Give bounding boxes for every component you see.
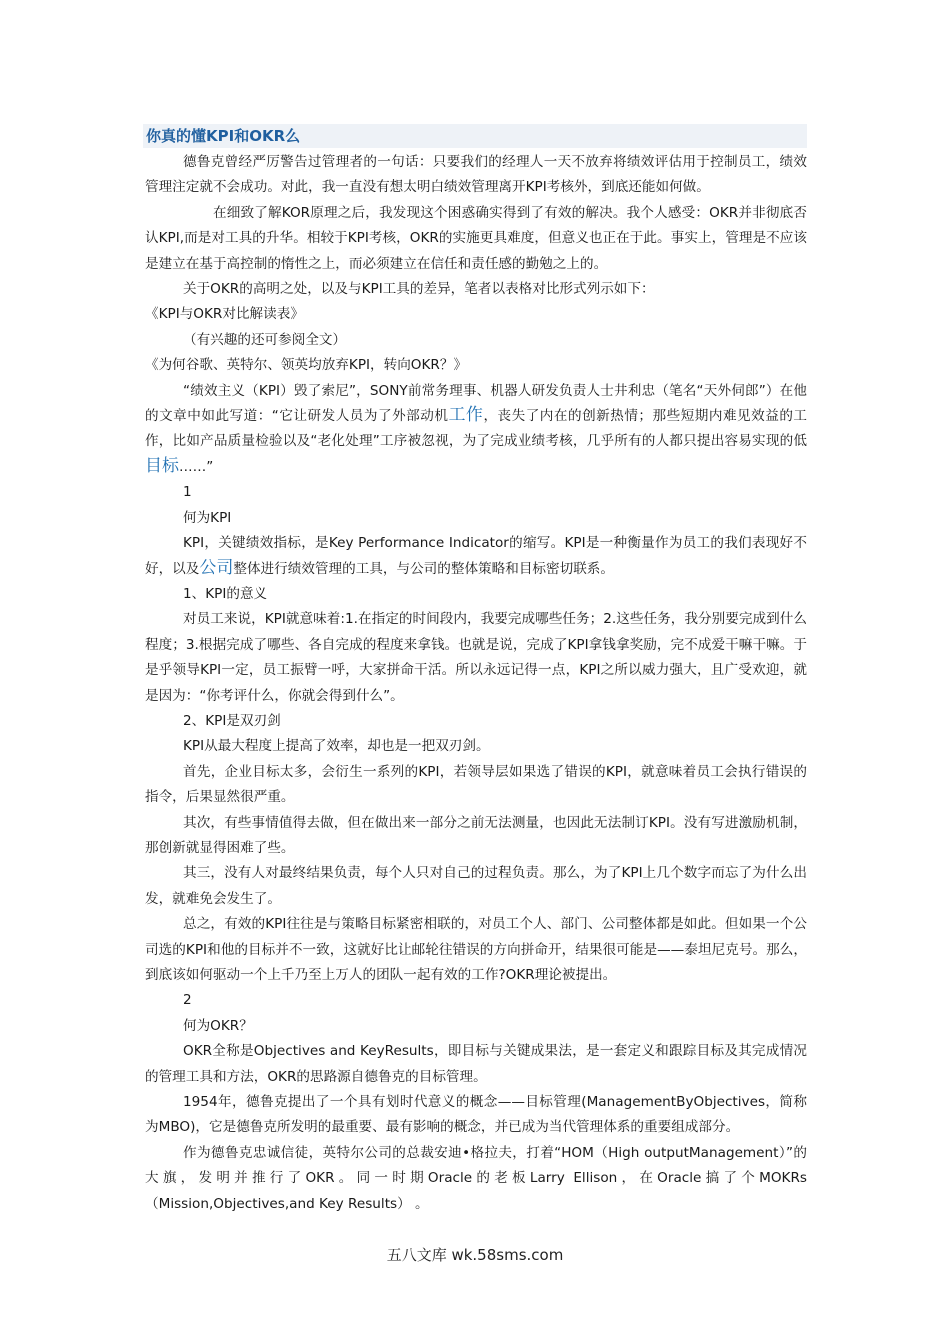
paragraph: 首先，企业目标太多，会衍生一系列的KPI，若领导层如果选了错误的KPI，就意味着员工会执行错误的指令，后果显然很严重。 [145,763,807,806]
paragraph: 总之，有效的KPI往往是与策略目标紧密相联的，对员工个人、部门、公司整体都是如此。但如果一个公司选的KPI和他的目标并不一致，这就好比让邮轮往错误的方向拼命开，结果很可能是——泰坦尼克号。那么，到底该如何驱动一个上千乃至上万人的团队一起有效的工作?OKR理论被提出。 [145,916,807,983]
paragraph: 对员工来说，KPI就意味着:1.在指定的时间段内，我要完成哪些任务；2.这些任务，我分别要完成到什么程度；3.根据完成了哪些、各自完成的程度来拿钱。也就是说，完成了KPI拿钱拿奖励，完不成爱干嘛干嘛。于是乎领导KPI一定，员工振臂一呼，大家拼命干活。所以永远记得一点，KPI之所以威力强大，且广受欢迎，就是因为：“你考评什么，你就会得到什么”。 [145,611,807,704]
paragraph: 关于OKR的高明之处，以及与KPI工具的差异，笔者以表格对比形式列示如下： [183,281,655,298]
paragraph: 其三，没有人对最终结果负责，每个人只对自己的过程负责。那么，为了KPI上几个数字而忘了为什么出发，就难免会发生了。 [145,865,807,907]
text-run: ……” [179,458,214,475]
paragraph: 其次，有些事情值得去做，但在做出来一部分之前无法测量，也因此无法制订KPI。没有写进激励机制，那创新就显得困难了些。 [145,814,807,856]
paragraph: 作为德鲁克忠诚信徒，英特尔公司的总裁安迪•格拉夫，打着“HOM（High outputManagement）”的大旗，发明并推行了OKR。同一时期Oracle的老板Larry Ellison，在Oracle搞了个MOKRs（Mission,Objectives,and Key Results） 。 [145,1144,807,1212]
paragraph [145,379,807,481]
link-company[interactable]: 公司 [199,557,234,578]
link-goal[interactable]: 目标 [145,455,179,476]
article-title: 你真的懂KPI和OKR么 [146,127,301,145]
text-run: ，丧失了内在的创新热情；那些短期内难见效益的工作，比如产品质量检验以及“老化处理”工序被忽视，为了完成业绩考核，几乎所有的人都只提出容易实现的低 [145,408,808,450]
paragraph: 德鲁克曾经严厉警告过管理者的一句话：只要我们的经理人一天不放弃将绩效评估用于控制员工，绩效管理注定就不会成功。对此，我一直没有想太明白绩效管理离开KPI考核外，到底还能如何做。 [145,154,807,196]
subheading: 2、KPI是双刃剑 [183,712,281,729]
subheading: 1、KPI的意义 [183,585,268,602]
paragraph: （有兴趣的还可参阅全文） [183,331,347,348]
paragraph [145,531,807,582]
section-heading: 何为OKR？ [183,1017,253,1034]
paragraph: 1954年，德鲁克提出了一个具有划时代意义的概念——目标管理(ManagementByObjectives，简称为MBO)，它是德鲁克所发明的最重要、最有影响的概念，并已成为当代管理体系的重要组成部分。 [145,1094,807,1136]
section-heading: 何为KPI [183,509,232,526]
paragraph: KPI从最大程度上提高了效率，却也是一把双刃剑。 [183,738,490,755]
paragraph: 在细致了解KOR原理之后，我发现这个困惑确实得到了有效的解决。我个人感受：OKR并非彻底否认KPI,而是对工具的升华。相较于KPI考核，OKR的实施更具难度，但意义也正在于此。事实上，管理是不应该是建立在基于高控制的惰性之上，而必须建立在信任和责任感的勤勉之上的。 [145,204,807,272]
paragraph: 《为何谷歌、英特尔、领英均放弃KPI，转向OKR？》 [145,357,468,374]
text-run: KPI，关键绩效指标，是Key Performance Indicator的缩写。KPI是一种衡量作为员工的我们表现好不好，以及 [145,535,807,577]
paragraph: 《KPI与OKR对比解读表》 [145,306,304,323]
article-body [145,150,807,1217]
link-work[interactable]: 工作 [448,405,484,426]
footer-watermark: 五八文库 wk.58sms.com [386,1246,564,1264]
section-number: 2 [183,992,192,1009]
section-number: 1 [183,484,192,501]
text-run: “绩效主义（KPI）毁了索尼”，SONY前常务理事、机器人研发负责人士井利忠（笔名“天外伺郎”）在他的文章中如此写道：“它让研发人员为了外部动机 [145,382,807,425]
paragraph: OKR全称是Objectives and KeyResults，即目标与关键成果法，是一套定义和跟踪目标及其完成情况的管理工具和方法，OKR的思路源自德鲁克的目标管理。 [145,1043,807,1085]
text-run: 整体进行绩效管理的工具，与公司的整体策略和目标密切联系。 [233,560,614,577]
